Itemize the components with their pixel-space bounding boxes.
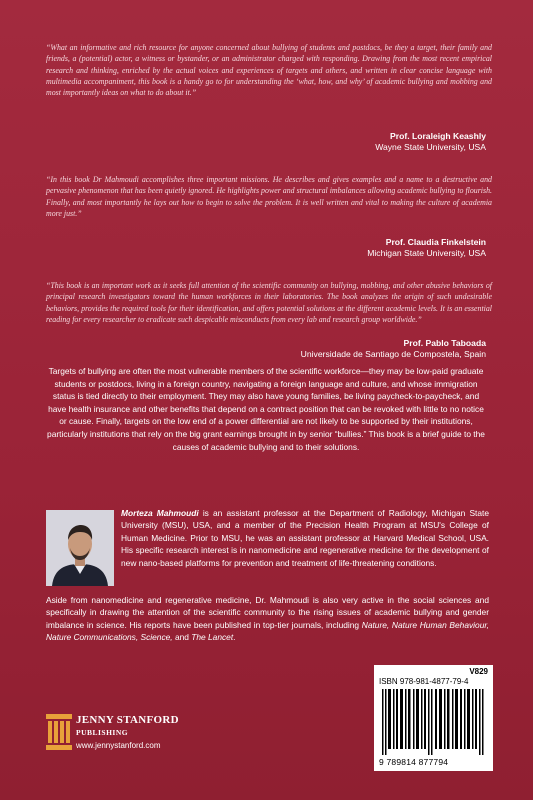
reviewer-name: Prof. Claudia Finkelstein	[385, 237, 486, 247]
barcode-number: 9 789814 877794	[379, 757, 449, 767]
isbn-text: ISBN 978-981-4877-79-4	[379, 677, 469, 686]
reviewer-1	[375, 131, 486, 153]
review-quote-2: “In this book Dr Mahmoudi accomplishes three important missions. He describes and gives examples and a name to a destructive and pervasive phenomenon that has been quietly ignored. He highlights power and structural imbalances allowing academic bullying to flourish. Finally, and most importantly he lays out how to begin to solve the problem. It is well written and vital to making the culture of academia more just.”	[46, 175, 492, 218]
journal-last: The Lancet	[191, 632, 234, 643]
bio-end: .	[233, 632, 236, 643]
author-bio-bottom	[46, 594, 489, 644]
book-description: Targets of bullying are often the most vulnerable members of the scientific workforce—they may be low-paid graduate students or postdocs, living in a foreign country, navigating a foreign language and culture, and whose immigration status is tied directly to their employment. They may also have young families, be living paycheck-to-paycheck, and have health insurance and other benefits that depend on a contract position that can be revoked with little to no notice or cause. Finally, targets on the low end of a power differential are not likely to be supported by their institutions, particularly institutions that rely on the big grant earnings brought in by senior “bullies.” This book is a brief guide to the causes of academic bullying and to their solutions.	[47, 366, 485, 452]
reviewer-affiliation: Wayne State University, USA	[375, 142, 486, 152]
reviewer-name: Prof. Loraleigh Keashly	[390, 131, 486, 141]
publisher-name: JENNY STANFORD	[76, 714, 179, 726]
review-quote-3: “This book is an important work as it seeks full attention of the scientific community on bullying, mobbing, and other abusive behaviors of principal research investigators toward the human workforces in their laboratories. The book analyzes the origin of such undesirable behaviors, provides the required tools for their identification, and offers potential solutions at the different academic levels. It is an essential reading for every researcher to eradicate such despicable misconducts from every lab and research group worldwide.”	[46, 281, 492, 324]
reviewer-affiliation: Michigan State University, USA	[367, 248, 486, 258]
author-bio-top	[121, 507, 489, 569]
reviewer-3	[301, 338, 486, 360]
journal-list: Nature, Nature Human Behaviour, Nature Communications, Science,	[46, 619, 489, 643]
barcode-panel	[374, 665, 493, 771]
author-bio-text-2: Aside from nanomedicine and regenerative medicine, Dr. Mahmoudi is also very active in the social sciences and specifically in drawing the attention of the scientific community to the rising issues of academic bullying and gender imbalance in science. His reports have been published in top-tier journals, including	[46, 595, 489, 630]
author-bio-text: is an assistant professor at the Department of Radiology, Michigan State University (MSU), USA, and a member of the Precision Health Program at MSU's College of Human Medicine. Prior to MSU, he was an assistant professor at Harvard Medical School, USA. His specific research interest is in nanomedicine and regenerative medicine for the development of new nano-based platforms for prevention and treatment of life-threatening conditions.	[121, 508, 490, 568]
reviewer-name: Prof. Pablo Taboada	[403, 338, 486, 348]
reviewer-2	[367, 237, 486, 259]
author-photo	[46, 510, 114, 586]
review-quote-1: “What an informative and rich resource for anyone concerned about bullying of students and postdocs, be they a target, their family and friends, a (potential) actor, a witness or bystander, or an administrator charged with responding. Drawing from the most recent empirical research and thinking, enriched by the actual voices and experiences of targets and others, and written in clear concise language with multimedia accompaniment, this book is a handy go to for understanding the ‘what, how, and why’ of academic bullying and mobbing and most importantly ideas on what to do about it.”	[46, 43, 492, 98]
publisher-url: www.jennystanford.com	[76, 741, 161, 750]
reviewer-affiliation: Universidade de Santiago de Compostela, Spain	[300, 349, 486, 359]
barcode-icon	[382, 689, 486, 755]
publisher-logo-icon	[46, 714, 72, 750]
author-portrait-icon	[46, 510, 114, 586]
publisher-block	[46, 710, 246, 760]
and-text: and	[172, 632, 192, 643]
publisher-subtitle: PUBLISHING	[76, 728, 129, 737]
author-name: Morteza Mahmoudi	[121, 508, 199, 518]
price-code: V829	[469, 667, 488, 676]
